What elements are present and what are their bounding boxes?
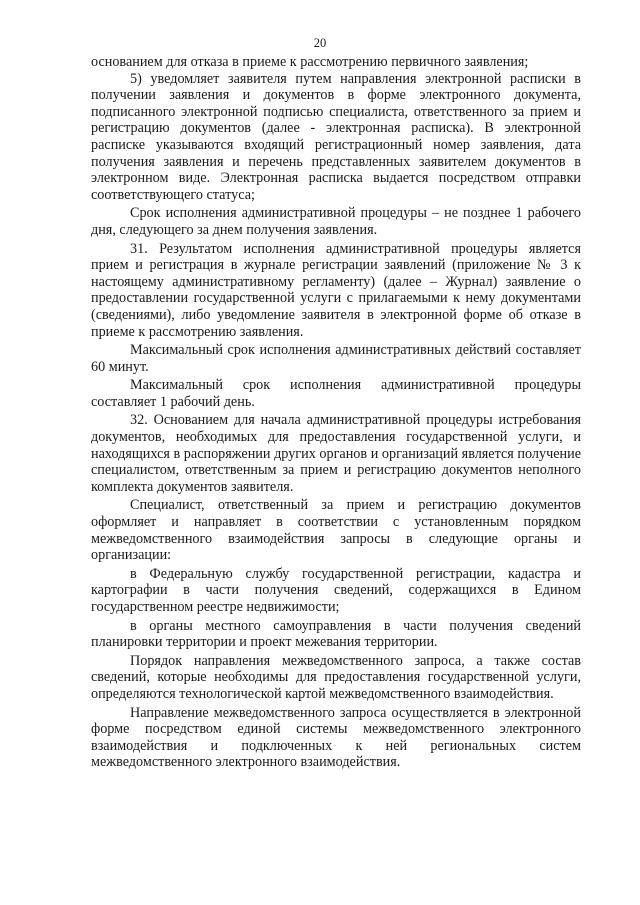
paragraph-item-5: 5) уведомляет заявителя путем направления электронной расписки в получении заявления и документов в форме электронного документа, подписанного электронной подписью специалиста, ответственного за прием и регистрацию документов (далее - электронная расписка). В электронной расписке указываются входящий регистрационный номер заявления, дата получения заявления и перечень представленных заявителем документов в электронном виде. Электронная расписка выдается посредством отправки соответствующего статуса; — [91, 70, 581, 203]
paragraph-max-time-actions: Максимальный срок исполнения административных действий составляет 60 минут. — [91, 342, 581, 375]
page-number: 20 — [313, 36, 327, 50]
document-body — [91, 54, 581, 771]
paragraph-request-direction: Направление межведомственного запроса осуществляется в электронной форме посредством единой системы межведомственного электронного взаимодействия и подключенных к ней региональных систем межведомственного электронного взаимодействия. — [91, 704, 581, 771]
paragraph-deadline: Срок исполнения административной процедуры – не позднее 1 рабочего дня, следующего за днем получения заявления. — [91, 205, 581, 238]
paragraph-max-time-procedure: Максимальный срок исполнения административной процедуры составляет 1 рабочий день. — [91, 377, 581, 410]
paragraph-32: 32. Основанием для начала административной процедуры истребования документов, необходимых для предоставления государственной услуги, и находящихся в распоряжении других органов и организаций является получение специалистом, ответственным за прием и регистрацию документов неполного комплекта документов заявителя. — [91, 412, 581, 495]
paragraph-federal-service: в Федеральную службу государственной регистрации, кадастра и картографии в части получения сведений, содержащихся в Едином государственном реестре недвижимости; — [91, 565, 581, 615]
paragraph-31: 31. Результатом исполнения административной процедуры является прием и регистрация в журнале регистрации заявлений (приложение № 3 к настоящему административному регламенту) (далее – Журнал) заявление о предоставлении государственной услуги с прилагаемыми к нему документами (сведениями), либо уведомление заявителя в электронной форме об отказе в приеме к рассмотрению заявления. — [91, 240, 581, 340]
paragraph-continuation: основанием для отказа в приеме к рассмотрению первичного заявления; — [91, 54, 529, 70]
paragraph-request-procedure: Порядок направления межведомственного запроса, а также состав сведений, которые необходимы для предоставления государственной услуги, определяются технологической картой межведомственного взаимодействия. — [91, 652, 581, 702]
paragraph-local-authorities: в органы местного самоуправления в части получения сведений планировки территории и проект межевания территории. — [91, 617, 581, 651]
paragraph-specialist: Специалист, ответственный за прием и регистрацию документов оформляет и направляет в соответствии с установленным порядком межведомственного взаимодействия запросы в следующие органы и организации: — [91, 497, 581, 564]
